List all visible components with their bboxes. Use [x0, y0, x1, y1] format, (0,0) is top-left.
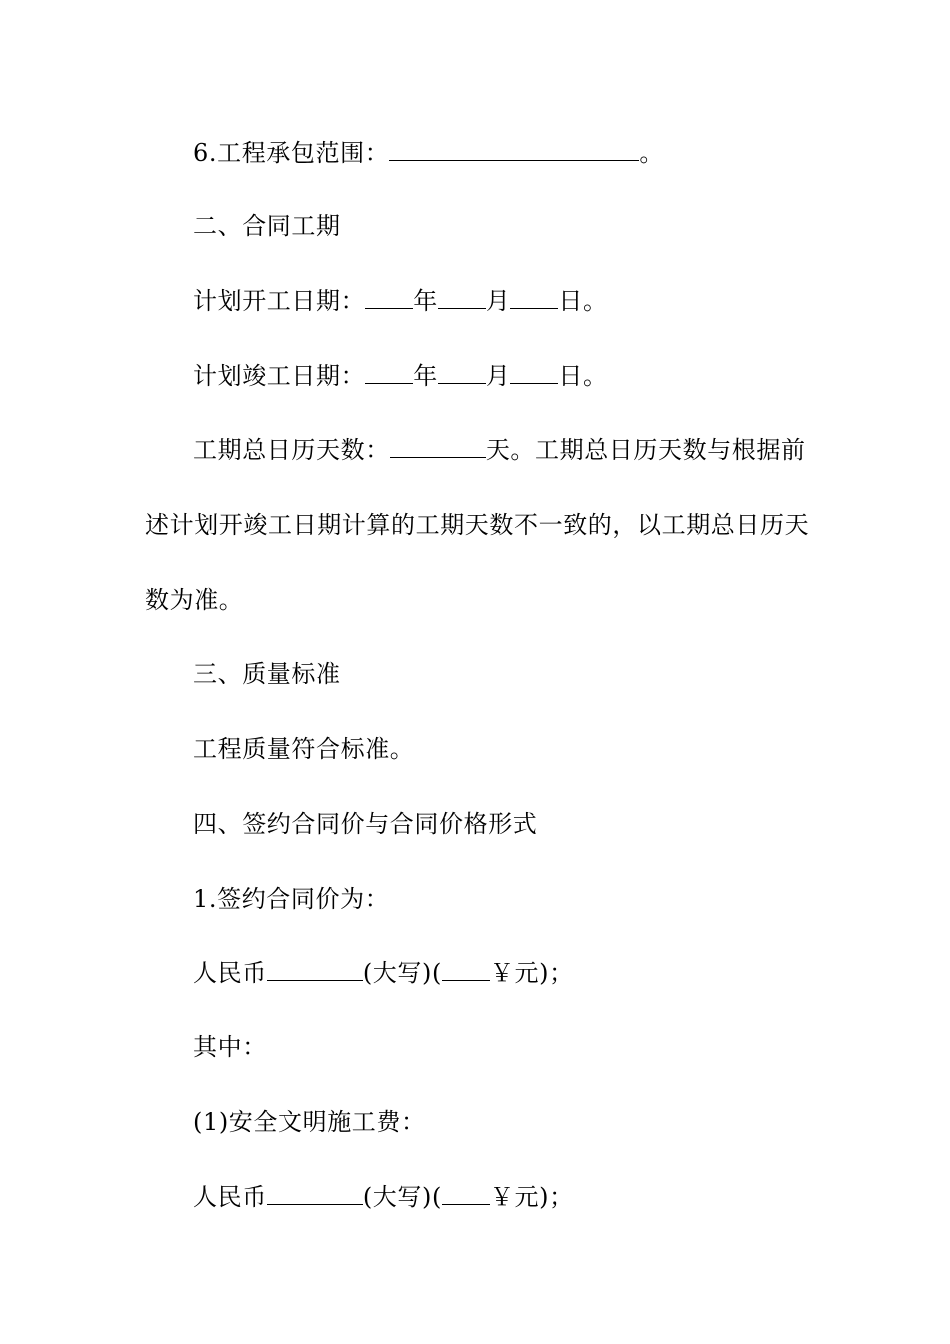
- rmb-amount-line: [193, 958, 574, 988]
- day-unit: 日。: [558, 362, 608, 390]
- duration-label: 工期总日历天数：: [193, 436, 390, 464]
- start-day-blank: [510, 286, 558, 309]
- total-duration-line: [193, 435, 806, 465]
- month-unit: 月: [485, 287, 511, 315]
- amount-words-blank: [267, 958, 363, 981]
- safety-fee-amount-line: [193, 1182, 574, 1212]
- contract-price-label: 1.签约合同价为：: [193, 885, 390, 913]
- start-date-label: 计划开工日期：: [193, 287, 366, 315]
- among-label: 其中：: [193, 1033, 267, 1061]
- quality-text: 工程质量符合标准。: [193, 735, 415, 763]
- capital-label: (大写)(: [362, 959, 442, 987]
- amount-words-blank: [267, 1182, 363, 1205]
- yuan-suffix: ￥元)；: [489, 959, 574, 987]
- duration-continuation-2: 数为准。: [145, 586, 244, 614]
- duration-continuation-1: 述计划开竣工日期计算的工期天数不一致的，以工期总日历天: [145, 511, 810, 539]
- end-date-label: 计划竣工日期：: [193, 362, 366, 390]
- amount-number-blank: [442, 1182, 490, 1205]
- scope-blank: [389, 138, 639, 161]
- start-year-blank: [365, 286, 413, 309]
- section-heading-quality: 三、质量标准: [193, 660, 341, 688]
- scope-suffix: 。: [639, 139, 664, 167]
- start-month-blank: [438, 286, 486, 309]
- rmb-label: 人民币: [193, 1183, 267, 1211]
- duration-text: 天。工期总日历天数与根据前: [485, 436, 806, 464]
- rmb-label: 人民币: [193, 959, 267, 987]
- end-month-blank: [438, 361, 486, 384]
- scope-line: [193, 138, 664, 168]
- duration-blank: [390, 435, 486, 458]
- end-year-blank: [365, 361, 413, 384]
- year-unit: 年: [413, 362, 438, 390]
- month-unit: 月: [485, 362, 511, 390]
- amount-number-blank: [442, 958, 490, 981]
- capital-label: (大写)(: [362, 1183, 442, 1211]
- planned-start-date-line: [193, 286, 608, 316]
- scope-label: 6.工程承包范围：: [193, 139, 390, 167]
- planned-end-date-line: [193, 361, 608, 391]
- day-unit: 日。: [558, 287, 608, 315]
- section-heading-price: 四、签约合同价与合同价格形式: [193, 810, 538, 838]
- end-day-blank: [510, 361, 558, 384]
- safety-fee-label: (1)安全文明施工费：: [193, 1108, 426, 1136]
- yuan-suffix: ￥元)；: [489, 1183, 574, 1211]
- year-unit: 年: [413, 287, 438, 315]
- section-heading-duration: 二、合同工期: [193, 212, 341, 240]
